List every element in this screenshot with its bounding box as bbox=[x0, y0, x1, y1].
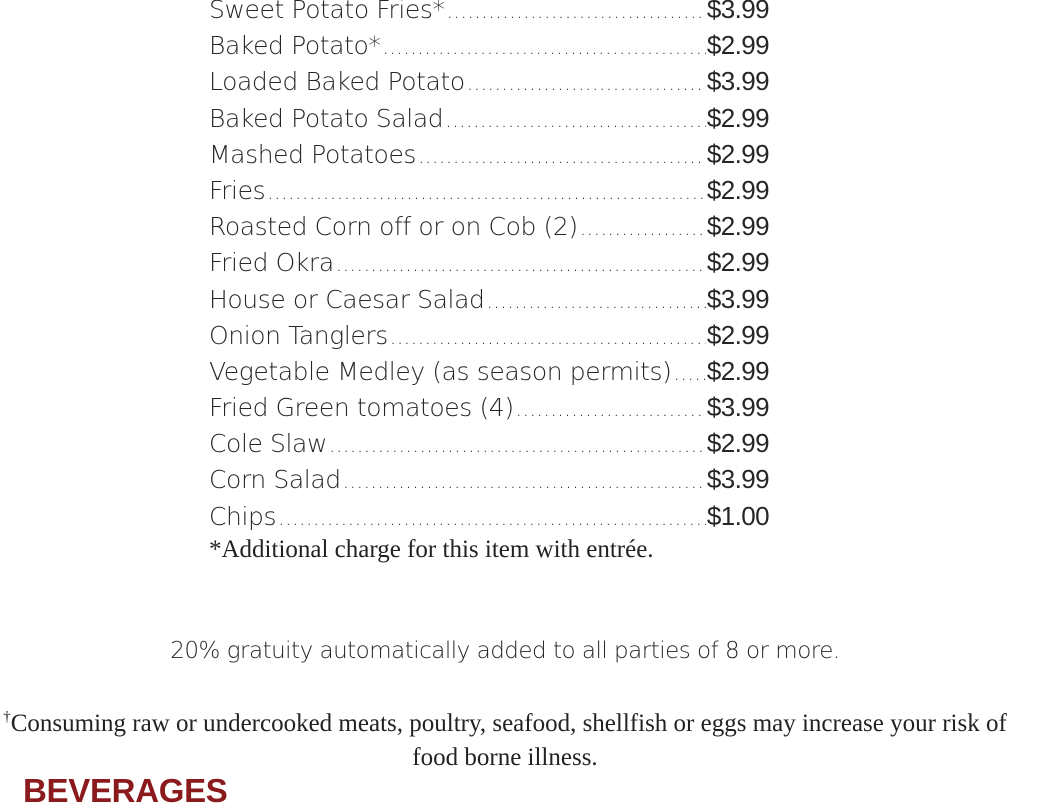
item-name: Cole Slaw bbox=[209, 429, 328, 459]
item-price: $3.99 bbox=[706, 283, 769, 314]
gratuity-notice: 20% gratuity automatically added to all parties of 8 or more. bbox=[170, 638, 840, 664]
menu-item bbox=[209, 320, 769, 356]
item-name: Mashed Potatoes bbox=[209, 139, 417, 169]
menu-item bbox=[209, 139, 769, 175]
item-price: $2.99 bbox=[706, 211, 769, 242]
sides-menu-list bbox=[209, 0, 769, 537]
item-name: Fried Okra bbox=[209, 248, 334, 278]
dot-leader bbox=[278, 506, 706, 530]
beverages-heading: BEVERAGES bbox=[23, 772, 228, 808]
item-name: Loaded Baked Potato bbox=[209, 67, 465, 97]
dot-leader bbox=[467, 71, 706, 95]
dot-leader bbox=[267, 180, 706, 204]
item-price: $3.99 bbox=[706, 66, 769, 97]
item-price: $2.99 bbox=[706, 138, 769, 169]
dot-leader bbox=[674, 361, 706, 385]
item-price: $2.99 bbox=[706, 319, 769, 350]
dot-leader bbox=[580, 216, 706, 240]
item-price: $2.99 bbox=[706, 30, 769, 61]
item-name: Sweet Potato Fries* bbox=[209, 0, 445, 24]
dot-leader bbox=[516, 397, 706, 421]
item-name: Corn Salad bbox=[209, 465, 341, 495]
item-name: Baked Potato Salad bbox=[209, 103, 444, 133]
menu-item bbox=[209, 211, 769, 247]
menu-item bbox=[209, 103, 769, 139]
item-name: Chips bbox=[209, 501, 277, 531]
item-price: $3.99 bbox=[706, 392, 769, 423]
item-price: $1.00 bbox=[706, 500, 769, 531]
food-safety-warning bbox=[0, 700, 1010, 775]
dot-leader bbox=[447, 0, 706, 23]
menu-item bbox=[209, 428, 769, 464]
item-name: Baked Potato* bbox=[209, 31, 381, 61]
menu-item bbox=[209, 464, 769, 500]
menu-item bbox=[209, 66, 769, 102]
item-price: $3.99 bbox=[706, 0, 769, 24]
warning-text: Consuming raw or undercooked meats, poultry, seafood, shellfish or eggs may increase your risk of food borne illness. bbox=[10, 710, 1007, 771]
item-name: Fries bbox=[209, 175, 266, 205]
dot-leader bbox=[418, 144, 706, 168]
menu-item bbox=[209, 356, 769, 392]
menu-item bbox=[209, 0, 769, 30]
item-price: $2.99 bbox=[706, 247, 769, 278]
menu-item bbox=[209, 30, 769, 66]
item-name: House or Caesar Salad bbox=[209, 284, 485, 314]
item-price: $2.99 bbox=[706, 355, 769, 386]
dot-leader bbox=[445, 108, 706, 132]
dot-leader bbox=[336, 252, 706, 276]
dagger-symbol: † bbox=[3, 709, 11, 725]
menu-item bbox=[209, 284, 769, 320]
item-name: Fried Green tomatoes (4) bbox=[209, 393, 514, 423]
dot-leader bbox=[343, 469, 706, 493]
item-name: Onion Tanglers bbox=[209, 320, 388, 350]
menu-item bbox=[209, 392, 769, 428]
item-name: Roasted Corn off or on Cob (2) bbox=[209, 212, 578, 242]
menu-item bbox=[209, 175, 769, 211]
dot-leader bbox=[329, 433, 706, 457]
item-price: $2.99 bbox=[706, 428, 769, 459]
dot-leader bbox=[390, 325, 706, 349]
item-price: $2.99 bbox=[706, 174, 769, 205]
menu-item bbox=[209, 501, 769, 537]
dot-leader bbox=[382, 35, 705, 59]
item-name: Vegetable Medley (as season permits) bbox=[209, 356, 672, 386]
dot-leader bbox=[486, 289, 705, 313]
item-price: $3.99 bbox=[706, 464, 769, 495]
additional-charge-footnote: *Additional charge for this item with entrée. bbox=[209, 536, 654, 563]
menu-item bbox=[209, 247, 769, 283]
item-price: $2.99 bbox=[706, 102, 769, 133]
